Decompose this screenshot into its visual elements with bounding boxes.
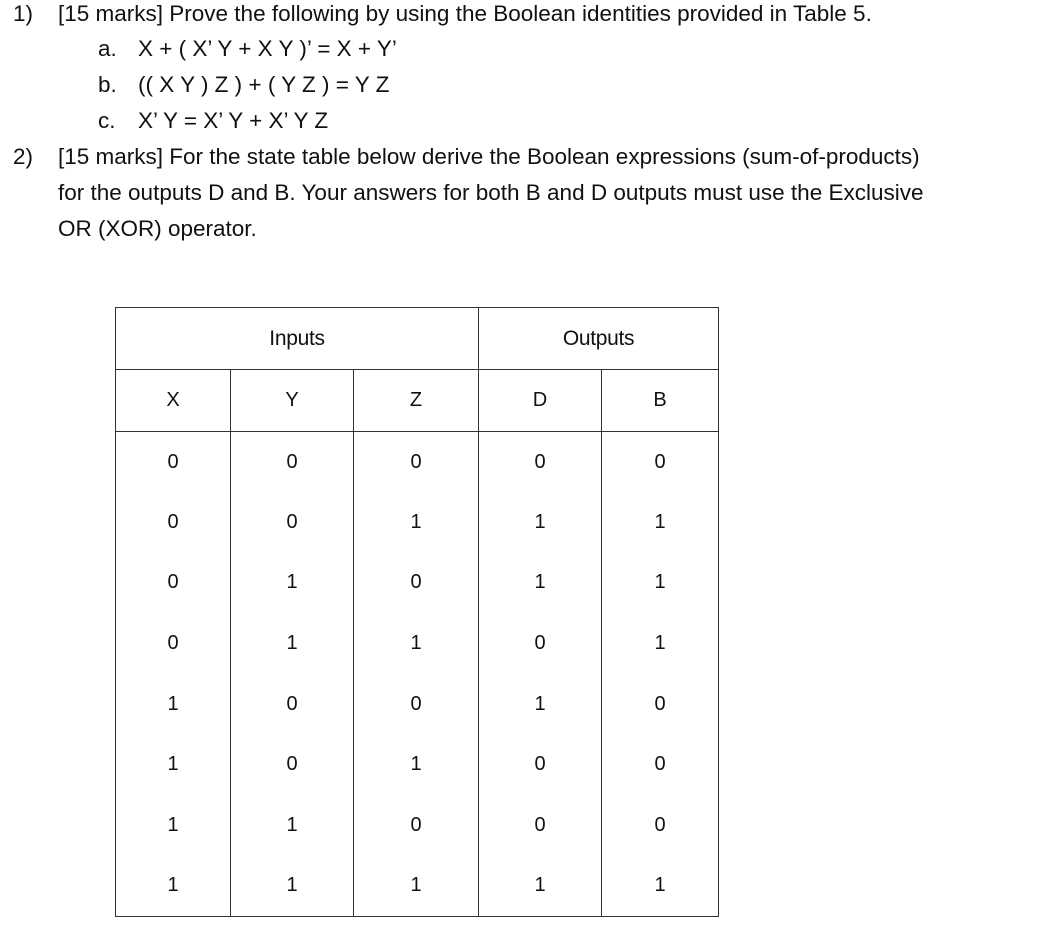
table-cell: 1 [231,795,354,856]
table-cell: 0 [354,674,479,735]
column-header-z: Z [354,370,479,432]
table-row [116,613,719,674]
question-1-text: [15 marks] Prove the following by using the Boolean identities provided in Table 5. [58,1,872,26]
table-cell: 1 [479,674,602,735]
table-cell: 0 [479,613,602,674]
table-cell: 0 [116,432,231,493]
column-header-y: Y [231,370,354,432]
table-cell: 0 [479,734,602,795]
question-2-line-2: for the outputs D and B. Your answers for both B and D outputs must use the Exclusive [58,180,924,205]
table-cell: 1 [231,613,354,674]
table-row [116,492,719,553]
table-cell: 1 [602,492,719,553]
table-cell: 0 [602,734,719,795]
table-cell: 0 [479,795,602,856]
table-cell: 1 [602,553,719,614]
table-cell: 0 [602,674,719,735]
table-cell: 1 [602,613,719,674]
table-cell: 1 [354,613,479,674]
table-cell: 1 [116,856,231,917]
table-cell: 1 [354,734,479,795]
part-a-label: a. [98,36,117,61]
table-cell: 0 [479,432,602,493]
part-c-label: c. [98,108,116,133]
table-cell: 1 [116,795,231,856]
table-row [116,432,719,493]
table-body [116,432,719,917]
question-2-line-1: [15 marks] For the state table below derive the Boolean expressions (sum-of-products) [58,144,920,169]
table-row [116,856,719,917]
table-cell: 0 [231,492,354,553]
column-header-x: X [116,370,231,432]
table-cell: 0 [354,432,479,493]
table-cell: 1 [231,553,354,614]
table-cell: 1 [116,734,231,795]
column-header-d: D [479,370,602,432]
table-cell: 1 [479,553,602,614]
table-cell: 0 [116,553,231,614]
question-1-number: 1) [13,1,34,26]
table-cell: 1 [231,856,354,917]
table-cell: 1 [479,856,602,917]
state-table [115,307,719,917]
table-cell: 1 [354,492,479,553]
part-b-label: b. [98,72,117,97]
table-cell: 1 [116,674,231,735]
table-row [116,734,719,795]
table-cell: 0 [602,432,719,493]
part-b-text: (( X Y ) Z ) + ( Y Z ) = Y Z [138,72,390,97]
table-row [116,674,719,735]
table-cell: 0 [354,553,479,614]
table-cell: 0 [602,795,719,856]
outputs-header: Outputs [479,308,719,370]
part-c-text: X’ Y = X’ Y + X’ Y Z [138,108,329,133]
table-cell: 0 [231,734,354,795]
table-row [116,553,719,614]
column-header-b: B [602,370,719,432]
part-a-text: X + ( X’ Y + X Y )’ = X + Y’ [138,36,397,61]
question-2-number: 2) [13,144,34,169]
table-cell: 1 [602,856,719,917]
table-cell: 0 [116,492,231,553]
question-2-line-3: OR (XOR) operator. [58,216,257,241]
table-cell: 1 [354,856,479,917]
table-cell: 1 [479,492,602,553]
table-cell: 0 [231,432,354,493]
table-cell: 0 [231,674,354,735]
table-row [116,795,719,856]
table-cell: 0 [354,795,479,856]
inputs-header: Inputs [116,308,479,370]
table-cell: 0 [116,613,231,674]
